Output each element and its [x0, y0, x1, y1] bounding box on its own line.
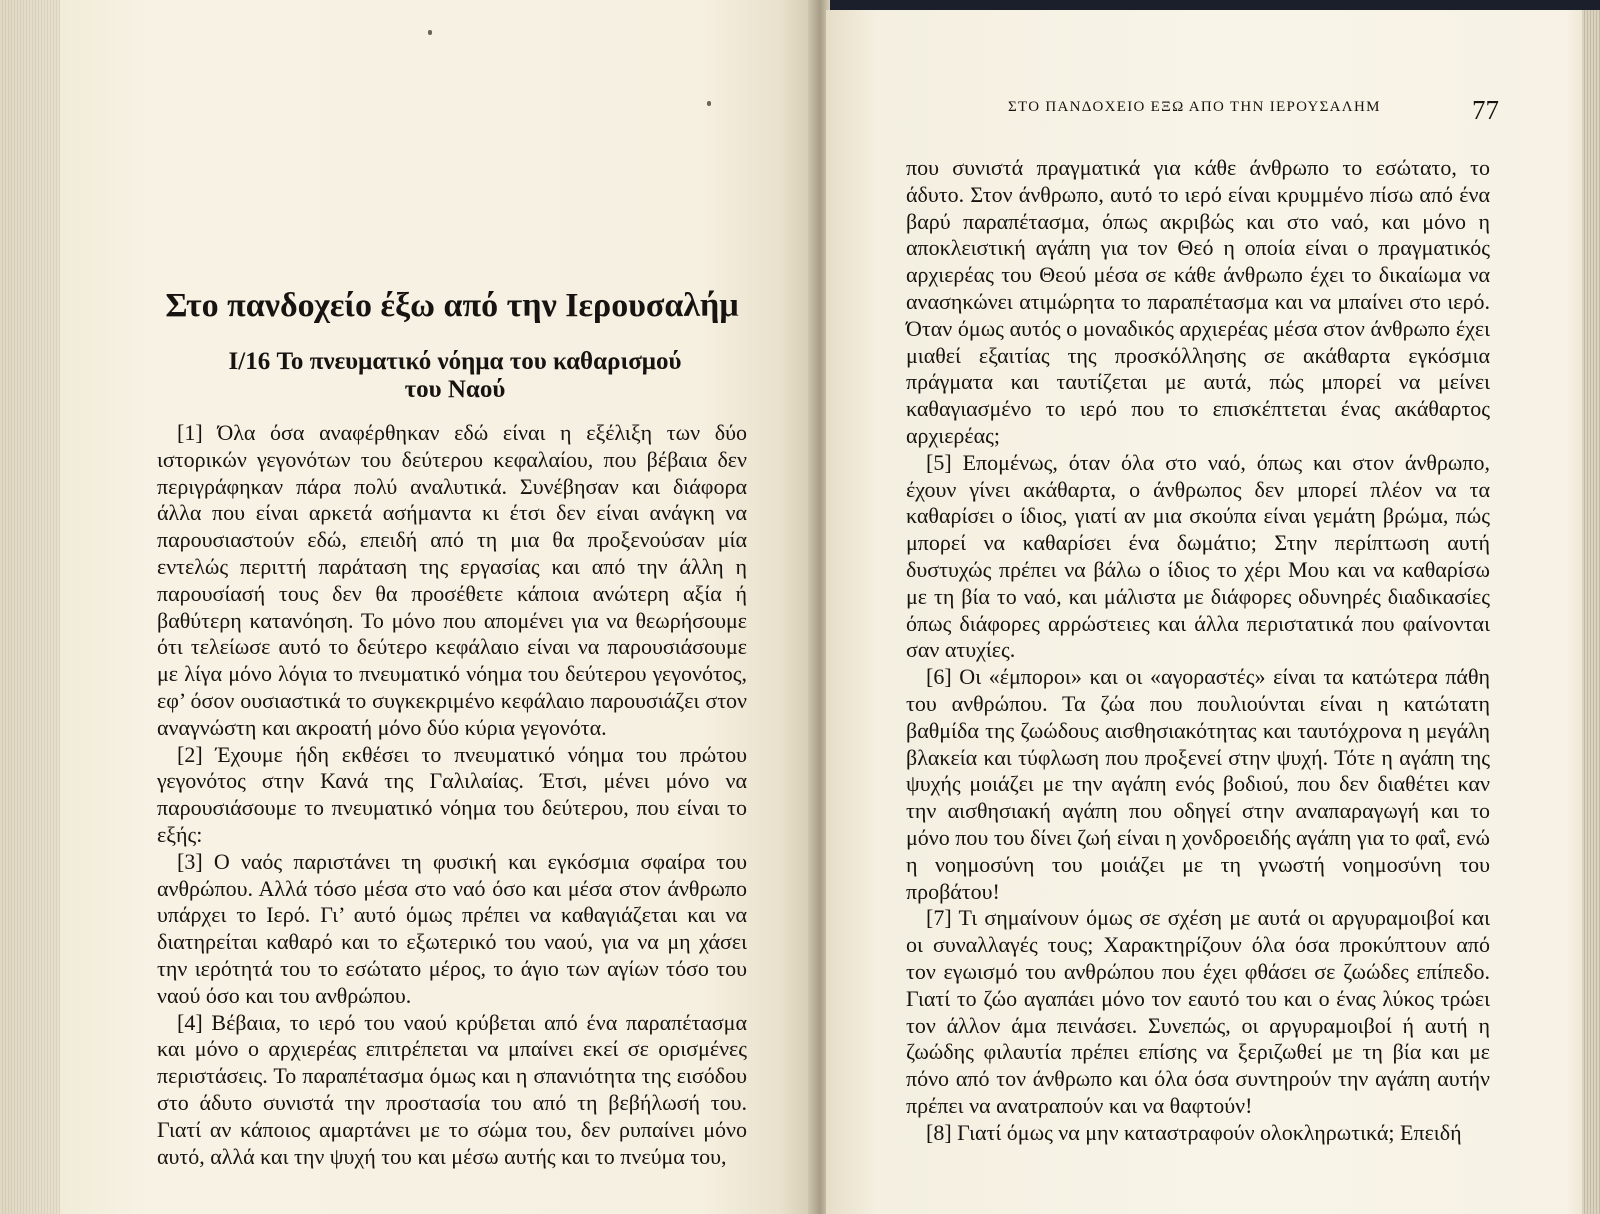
paper-speck — [428, 30, 432, 35]
paragraph-1: [1] Όλα όσα αναφέρθηκαν εδώ είναι η εξέλιξη των δύο ιστορικών γεγονότων του δεύτερου κεφαλαίου, που βέβαια δεν περιγράφηκαν πάρα πολύ αναλυτικά. Συνέβησαν και διάφορα άλλα που είναι αρκετά ασήμαντα κι έτσι δεν είναι ανάγκη να παρουσιαστούν εδώ, επειδή από τη μια θα προξενούσαν μία εντελώς περιττή παράταση της εργασίας και από την άλλη η παρουσίασή τους δεν θα προσέθετε κάποια ανώτερη αξία ή βαθύτερη κατανόηση. Το μόνο που απομένει για να θεωρήσουμε ότι τελείωσε αυτό το δεύτερο κεφάλαιο είναι να παρουσιάσουμε με λίγα μόνο λόγια το πνευματικό νόημα του δεύτερου γεγονότος, εφ’ όσον ουσιαστικά το συγκεκριμένο κεφάλαιο παρουσιάζει στον αναγνώστη και ακροατή μόνο δύο κύρια γεγονότα. — [157, 420, 747, 740]
paragraph-2: [2] Έχουμε ήδη εκθέσει το πνευματικό νόημα του πρώτου γεγονότος στην Κανά της Γαλιλαίας. Έτσι, μένει μόνο να παρουσιάσουμε το πνευματικό νόημα του δεύτερου, που είναι το εξής: — [157, 741, 747, 847]
continuation-paragraph: που συνιστά πραγματικά για κάθε άνθρωπο το εσώτατο, το άδυτο. Στον άνθρωπο, αυτό το ιερό είναι κρυμμένο πίσω από ένα βαρύ παραπέτασμα, όπως ακριβώς και στο ναό, και μόνο η αποκλειστική αγάπη για τον Θεό η οποία είναι ο πραγματικός αρχιερέας του Θεού μέσα σε κάθε άνθρωπο έχει το δικαίωμα να ανασηκώνει ατιμώρητα το παραπέτασμα και να μπαίνει στο ιερό. Όταν όμως αυτός ο μοναδικός αρχιερέας μέσα στον άνθρωπο έχει μιαθεί εξαιτίας της προσκόλλησης σε ακάθαρτα εγκόσμια πράγματα και ταυτίζεται με αυτά, πώς μπορεί να μείνει καθαγιασμένο το ιερό που το επισκέπτεται ένας ακάθαρτος αρχιερέας; — [906, 155, 1490, 448]
paper-speck — [707, 101, 711, 106]
section-title-line1: I/16 Το πνευματικό νόημα του καθαρισμού — [228, 348, 682, 375]
paragraph-8: [8] Γιατί όμως να μην καταστραφούν ολοκληρωτικά; Επειδή — [926, 1119, 1462, 1145]
running-head: ΣΤΟ ΠΑΝΔΟΧΕΙΟ ΕΞΩ ΑΠΟ ΤΗΝ ΙΕΡΟΥΣΑΛΗΜ — [1008, 99, 1381, 115]
section-title-line2: του Ναού — [404, 376, 506, 403]
left-page-body — [157, 420, 747, 1170]
paragraph-5: [5] Επομένως, όταν όλα στο ναό, όπως και στον άνθρωπο, έχουν γίνει ακάθαρτα, ο άνθρωπος δεν μπορεί πλέον να τα καθαρίσει ο ίδιος, γιατί αν μια σκούπα είναι γεμάτη βρώμα, πώς μπορεί να καθαρίσει ένα δωμάτιο; Στην περίπτωση αυτή δυστυχώς πρέπει να βάλω ο ίδιος το χέρι Μου και να καθαρίσω με τη βία το ναό, και μάλιστα με διάφορες οδυνηρές διαδικασίες όπως διάφορες αρρώστειες και άλλα περιστατικά που φαίνονται σαν ατυχίες. — [906, 449, 1490, 663]
page-number: 77 — [1472, 95, 1499, 125]
chapter-title: Στο πανδοχείο έξω από την Ιερουσαλήμ — [165, 287, 739, 324]
paragraph-4: [4] Βέβαια, το ιερό του ναού κρύβεται από ένα παραπέτασμα και μόνο ο αρχιερέας επιτρέπεται να μπαίνει εκεί σε ορισμένες περιστάσεις. Το παραπέτασμα όμως και η σπανιότητα της εισόδου στο άδυτο συνιστά την προστασία του από τη βεβήλωσή του. Γιατί αν κάποιος αμαρτάνει με το σώμα του, δεν ρυπαίνει μόνο αυτό, αλλά και την ψυχή του και μέσω αυτής και το πνεύμα του, — [157, 1009, 747, 1169]
page-edges — [1582, 10, 1600, 1214]
right-page-body — [906, 155, 1490, 1146]
paragraph-3: [3] Ο ναός παριστάνει τη φυσική και εγκόσμια σφαίρα του ανθρώπου. Αλλά τόσο μέσα στο ναό όσο και μέσα στον άνθρωπο υπάρχει το Ιερό. Γι’ αυτό όμως πρέπει να καθαγιάζεται και να διατηρείται καθαρό και το εξωτερικό του ναού, για να μη χάσει την ιερότητά του το εσώτατο μέρος, το άγιο των αγίων τόσο του ναού όσο και του ανθρώπου. — [157, 848, 747, 1008]
paragraph-7: [7] Τι σημαίνουν όμως σε σχέση με αυτά οι αργυραμοιβοί και οι συναλλαγές τους; Χαρακτηρίζουν όλα όσα προκύπτουν από τον εγωισμό του ανθρώπου που έχει φθάσει σε ζωώδες επίπεδο. Γιατί το ζώο αγαπάει μόνο τον εαυτό του και ο ένας λύκος τρώει τον άλλον άμα πεινάσει. Συνεπώς, οι αργυραμοιβοί ή αυτή η ζωώδης φιλαυτία πρέπει επίσης να ξεριζωθεί με τη βία και με πόνο από τον άνθρωπο και όλα όσα συντηρούν την αγάπη αυτήν πρέπει να ανατραπούν και να θαφτούν! — [906, 905, 1490, 1118]
section-title — [190, 348, 720, 404]
paragraph-6: [6] Οι «έμποροι» και οι «αγοραστές» είναι τα κατώτερα πάθη του ανθρώπου. Τα ζώα που πουλιούνται είναι η κατώτατη βαθμίδα της ζωώδους αισθησιακότητας και ταυτόχρονα η μεγάλη βλακεία και τύφλωση που προξενεί στην ψυχή. Τότε η αγάπη της ψυχής μοιάζει με την αγάπη ενός βοδιού, που δεν διαθέτει καν την αισθησιακή αγάπη που οδηγεί στην αναπαραγωγή και το μόνο που του δίνει ζωή είναι η χονδροειδής αγάπη για το φαΐ, ενώ η νοημοσύνη του μοιάζει με τη γνωστή νοημοσύνη του προβάτου! — [906, 664, 1490, 904]
